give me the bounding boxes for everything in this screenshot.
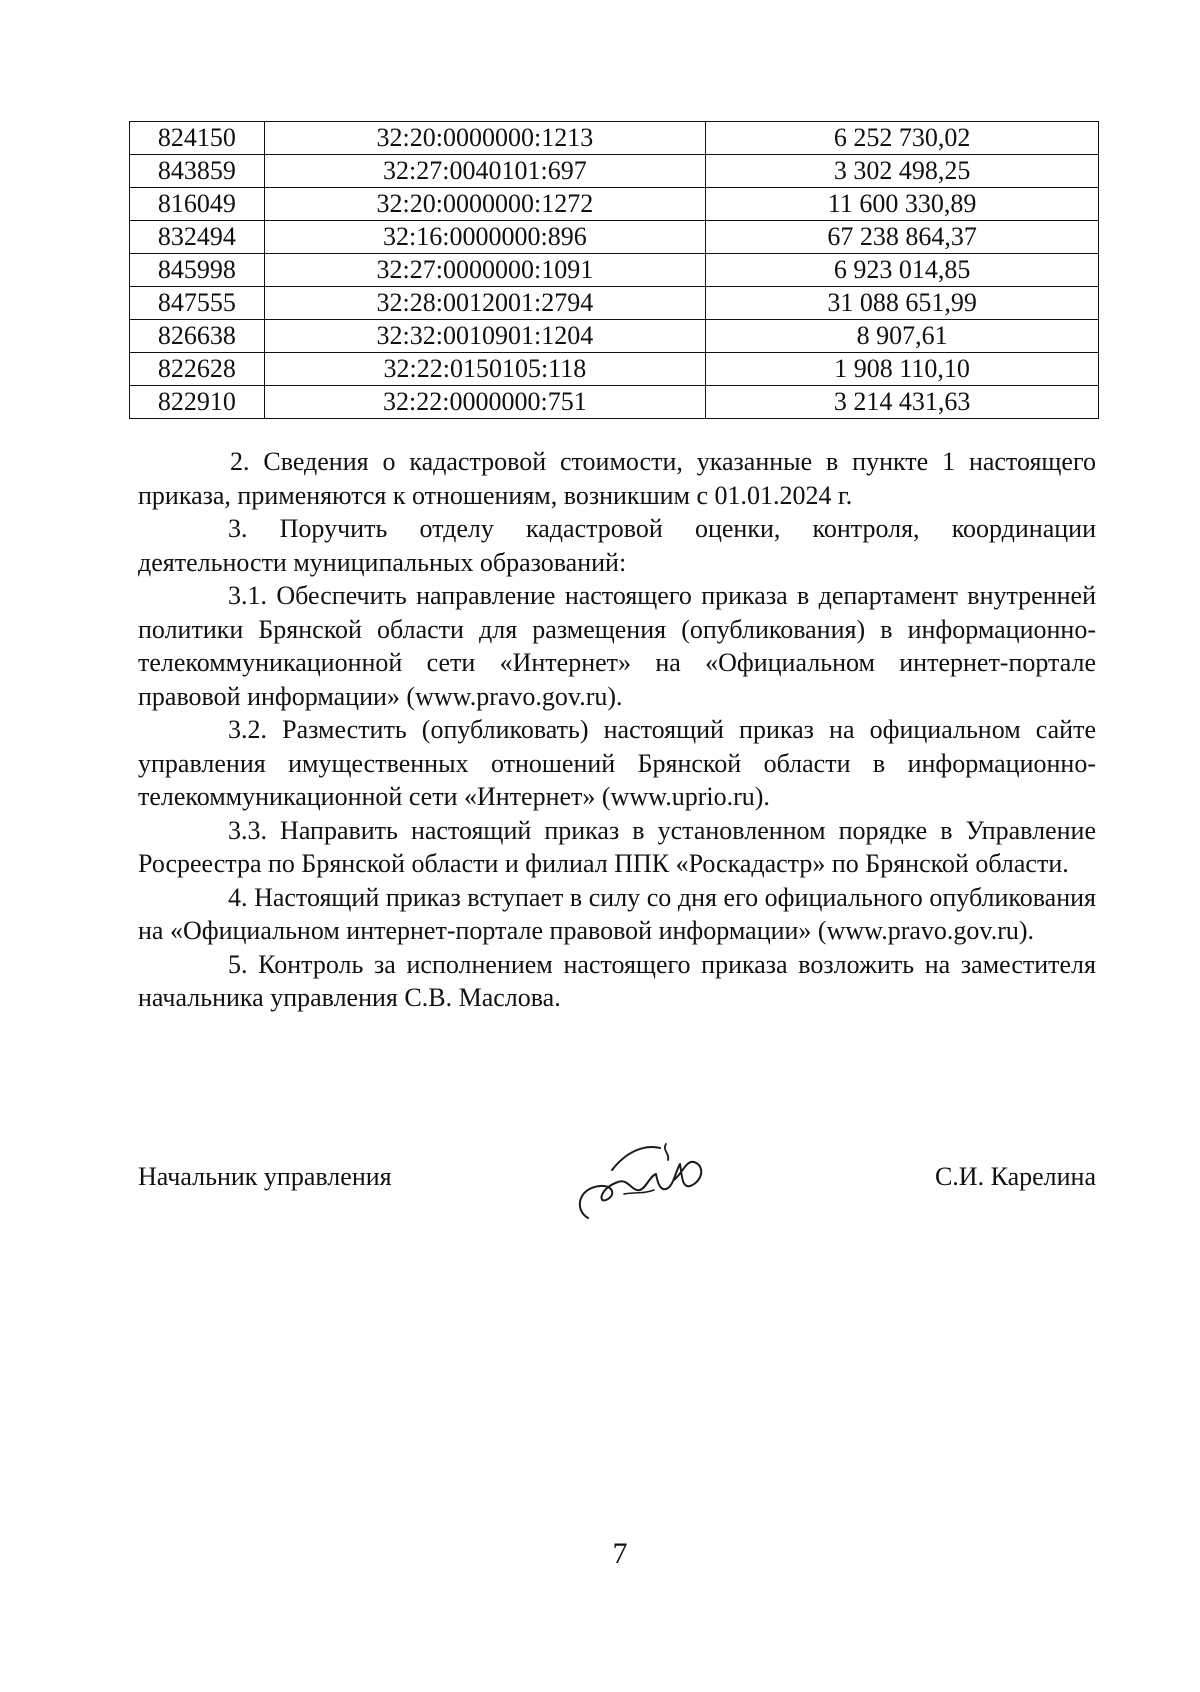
paragraph-4: 4. Настоящий приказ вступает в силу со дня его официального опубликования на «Официальном интернет-портале правовой информации» (www.pravo.gov.ru).	[138, 882, 1096, 945]
cadastral-number-cell: 32:22:0000000:751	[264, 386, 706, 419]
cadastral-value-cell: 6 923 014,85	[706, 254, 1099, 287]
row-id-cell: 843859	[130, 155, 265, 188]
row-id-cell: 822910	[130, 386, 265, 419]
cadastral-value-cell: 31 088 651,99	[706, 287, 1099, 320]
paragraph-3-1: 3.1. Обеспечить направление настоящего приказа в департамент внутренней политики Брянской области для размещения (опубликования) в информационно-телекоммуникационной сети «Интернет» на «Официальном интернет-портале правовой информации» (www.pravo.gov.ru).	[138, 581, 1096, 711]
table-row	[130, 188, 1099, 221]
cadastral-number-cell: 32:22:0150105:118	[264, 353, 706, 386]
row-id-cell: 826638	[130, 320, 265, 353]
cadastral-value-cell: 11 600 330,89	[706, 188, 1099, 221]
cadastral-value-cell: 6 252 730,02	[706, 122, 1099, 155]
table-row	[130, 122, 1099, 155]
paragraph-3-2: 3.2. Разместить (опубликовать) настоящий приказ на официальном сайте управления имущественных отношений Брянской области в информационно-телекоммуникационной сети «Интернет» (www.uprio.ru).	[138, 715, 1096, 811]
cadastral-value-cell: 3 302 498,25	[706, 155, 1099, 188]
cadastral-number-cell: 32:28:0012001:2794	[264, 287, 706, 320]
table-row	[130, 254, 1099, 287]
handwritten-signature	[570, 1130, 720, 1230]
table-row	[130, 287, 1099, 320]
paragraph-2: 2. Сведения о кадастровой стоимости, указанные в пункте 1 настоящего приказа, применяются к отношениям, возникшим с 01.01.2024 г.	[138, 447, 1096, 510]
page-number: 7	[612, 1537, 628, 1570]
signer-name: С.И. Карелина	[934, 1162, 1096, 1191]
cadastral-number-cell: 32:20:0000000:1213	[264, 122, 706, 155]
table-row	[130, 386, 1099, 419]
cadastral-table-body	[130, 122, 1099, 419]
table-row	[130, 221, 1099, 254]
row-id-cell: 822628	[130, 353, 265, 386]
row-id-cell: 832494	[130, 221, 265, 254]
cadastral-number-cell: 32:32:0010901:1204	[264, 320, 706, 353]
cadastral-value-cell: 8 907,61	[706, 320, 1099, 353]
paragraph-5: 5. Контроль за исполнением настоящего приказа возложить на заместителя начальника управления С.В. Маслова.	[138, 949, 1096, 1012]
row-id-cell: 847555	[130, 287, 265, 320]
cadastral-number-cell: 32:27:0000000:1091	[264, 254, 706, 287]
table-row	[130, 155, 1099, 188]
cadastral-number-cell: 32:27:0040101:697	[264, 155, 706, 188]
paragraph-3: 3. Поручить отделу кадастровой оценки, контроля, координации деятельности муниципальных образований:	[138, 514, 1096, 577]
cadastral-value-table	[129, 121, 1099, 419]
table-row	[130, 353, 1099, 386]
cadastral-value-cell: 3 214 431,63	[706, 386, 1099, 419]
row-id-cell: 824150	[130, 122, 265, 155]
cadastral-number-cell: 32:16:0000000:896	[264, 221, 706, 254]
cadastral-value-cell: 1 908 110,10	[706, 353, 1099, 386]
cadastral-number-cell: 32:20:0000000:1272	[264, 188, 706, 221]
cadastral-value-cell: 67 238 864,37	[706, 221, 1099, 254]
row-id-cell: 845998	[130, 254, 265, 287]
table-row	[130, 320, 1099, 353]
paragraph-3-3: 3.3. Направить настоящий приказ в установленном порядке в Управление Росреестра по Брянской области и филиал ППК «Роскадастр» по Брянской области.	[138, 815, 1096, 878]
row-id-cell: 816049	[130, 188, 265, 221]
signer-position: Начальник управления	[138, 1162, 392, 1191]
order-body-text	[138, 445, 1096, 1015]
